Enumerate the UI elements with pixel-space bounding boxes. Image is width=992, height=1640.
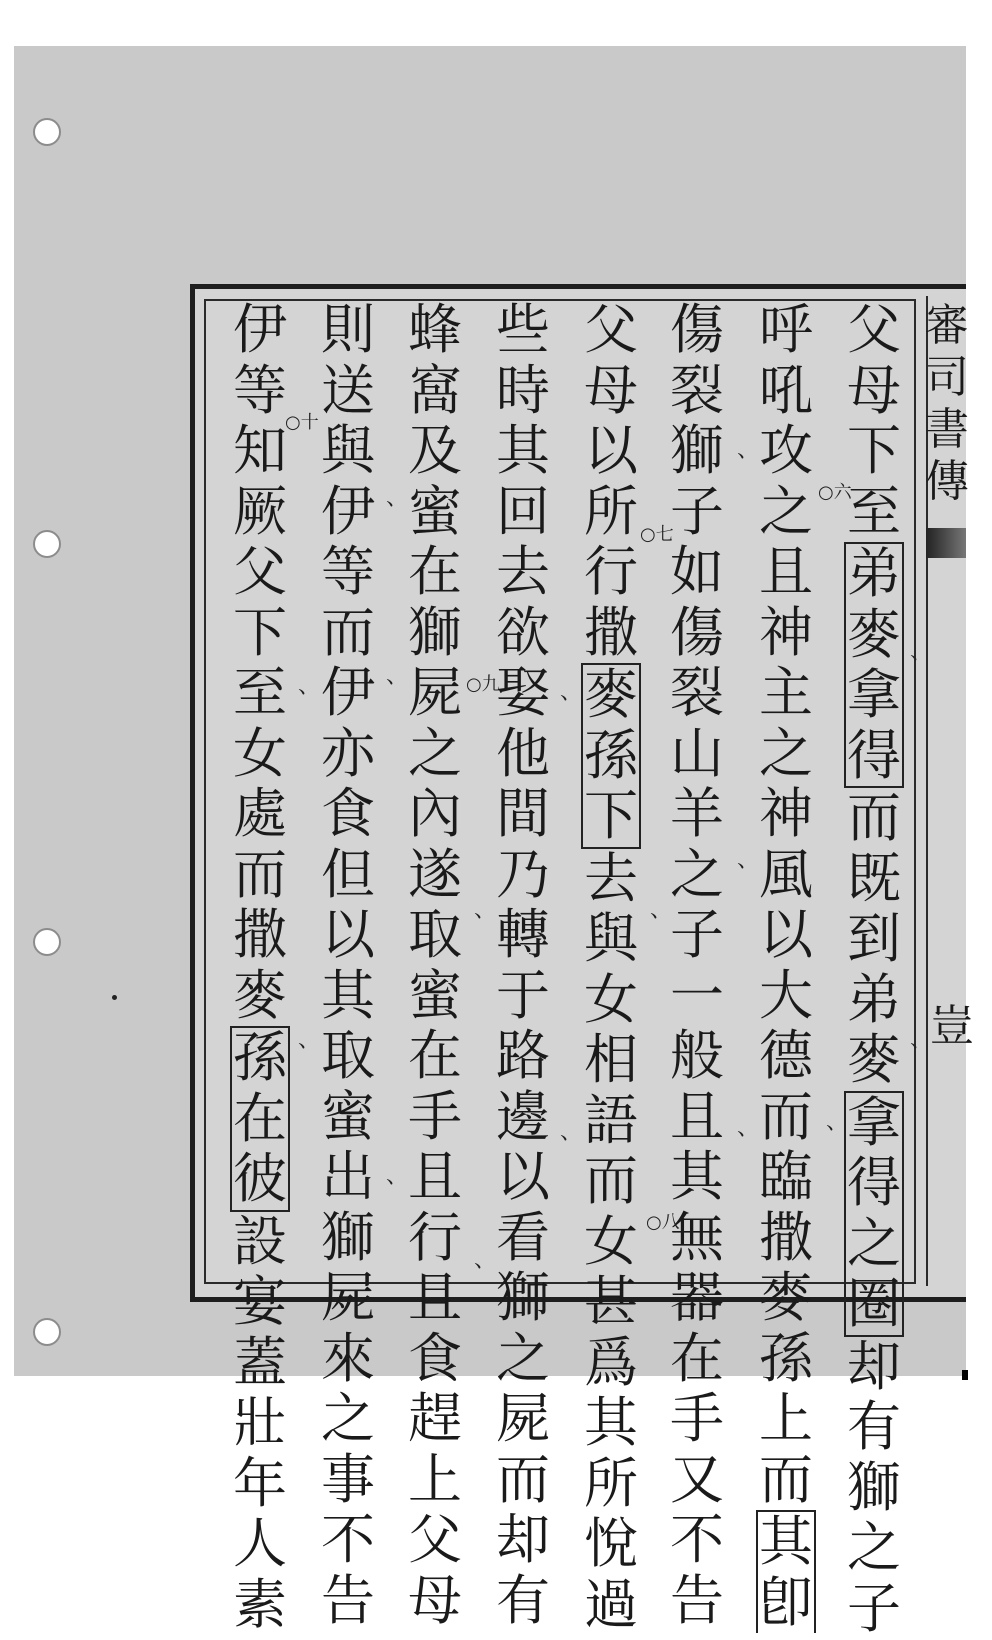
glyph: 孫 bbox=[581, 726, 641, 787]
punctuation-mark: 、 bbox=[386, 1164, 409, 1189]
glyph: 撒 bbox=[233, 903, 287, 966]
glyph: 器 bbox=[670, 1266, 724, 1329]
glyph: 女 bbox=[584, 1209, 638, 1273]
glyph: 父 bbox=[233, 540, 287, 603]
glyph: 轉 bbox=[496, 903, 550, 966]
glyph: 不 bbox=[321, 1508, 375, 1571]
section-note-9: ○九 bbox=[466, 674, 500, 695]
glyph: 既 bbox=[847, 846, 901, 910]
glyph: 蜜 bbox=[408, 963, 462, 1027]
glyph: 子 bbox=[670, 903, 724, 966]
glyph: 且 bbox=[408, 1266, 462, 1329]
glyph: 蜂 bbox=[408, 298, 462, 361]
punctuation-mark: 、 bbox=[737, 438, 760, 463]
glyph: 行 bbox=[584, 540, 638, 603]
glyph: 窩 bbox=[408, 358, 462, 422]
glyph: 彼 bbox=[230, 1149, 290, 1212]
punctuation-mark: 、 bbox=[298, 1028, 321, 1053]
glyph: 娶 bbox=[496, 661, 550, 724]
glyph: 而 bbox=[847, 786, 901, 849]
glyph: 伊 bbox=[321, 479, 375, 543]
glyph: 至 bbox=[233, 661, 287, 724]
text-column-7 bbox=[308, 298, 388, 1632]
glyph: 而 bbox=[321, 600, 375, 664]
glyph: 行 bbox=[408, 1205, 462, 1269]
glyph: 裂 bbox=[670, 661, 724, 724]
glyph: 女 bbox=[584, 967, 638, 1031]
glyph: 亦 bbox=[321, 721, 375, 785]
punch-hole bbox=[33, 118, 61, 146]
glyph: 父 bbox=[847, 298, 901, 361]
glyph: 厥 bbox=[233, 479, 287, 543]
glyph: 撒 bbox=[584, 600, 638, 664]
glyph: 蜜 bbox=[408, 479, 462, 543]
glyph: 女 bbox=[233, 721, 287, 785]
glyph: 山 bbox=[670, 721, 724, 785]
glyph: 却 bbox=[847, 1334, 901, 1398]
punctuation-mark: 、 bbox=[298, 674, 321, 699]
glyph: 子 bbox=[847, 1576, 901, 1640]
glyph: 以 bbox=[759, 903, 813, 966]
glyph: 般 bbox=[670, 1024, 724, 1087]
punctuation-mark: 、 bbox=[650, 898, 673, 923]
glyph: 獅 bbox=[670, 419, 724, 482]
glyph: 宴 bbox=[233, 1270, 287, 1333]
glyph: 手 bbox=[408, 1084, 462, 1148]
right-fragment: 豈 bbox=[930, 1001, 974, 1052]
glyph: 之 bbox=[408, 721, 462, 785]
glyph: 相 bbox=[584, 1028, 638, 1091]
glyph: 壯 bbox=[233, 1391, 287, 1454]
punctuation-mark: 、 bbox=[474, 1248, 497, 1273]
glyph: 之 bbox=[847, 1516, 901, 1579]
glyph: 傷 bbox=[670, 600, 724, 664]
glyph: 且 bbox=[670, 1084, 724, 1148]
glyph: 設 bbox=[233, 1209, 287, 1273]
glyph: 以 bbox=[321, 903, 375, 966]
glyph: 看 bbox=[496, 1205, 550, 1269]
glyph: 臨 bbox=[759, 1145, 813, 1208]
glyph: 趕 bbox=[408, 1387, 462, 1450]
glyph: 上 bbox=[408, 1447, 462, 1511]
glyph: 語 bbox=[584, 1088, 638, 1152]
glyph: 主 bbox=[759, 661, 813, 724]
glyph: 攻 bbox=[759, 419, 813, 482]
punctuation-mark: 、 bbox=[910, 640, 933, 665]
glyph: 有 bbox=[496, 1568, 550, 1632]
glyph: 圈 bbox=[844, 1274, 904, 1337]
scan-margin bbox=[14, 0, 966, 46]
glyph: 伊 bbox=[233, 298, 287, 361]
glyph: 母 bbox=[408, 1568, 462, 1632]
glyph: 裂 bbox=[670, 358, 724, 422]
glyph: 悅 bbox=[584, 1512, 638, 1575]
glyph: 知 bbox=[233, 419, 287, 482]
section-note-7: ○七 bbox=[640, 524, 674, 545]
glyph: 去 bbox=[584, 846, 638, 910]
glyph: 些 bbox=[496, 298, 550, 361]
glyph: 在 bbox=[230, 1089, 290, 1150]
text-column-8 bbox=[220, 298, 300, 1636]
glyph: 伊 bbox=[321, 661, 375, 724]
glyph: 之 bbox=[844, 1214, 904, 1275]
glyph: 有 bbox=[847, 1395, 901, 1458]
glyph: 神 bbox=[759, 600, 813, 664]
glyph: 父 bbox=[408, 1508, 462, 1571]
glyph: 上 bbox=[759, 1387, 813, 1450]
glyph: 屍 bbox=[408, 661, 462, 724]
punctuation-mark: 、 bbox=[474, 898, 497, 923]
punctuation-mark: 、 bbox=[386, 664, 409, 689]
glyph: 孫 bbox=[230, 1026, 290, 1089]
glyph: 又 bbox=[670, 1447, 724, 1511]
section-note-10: ○十 bbox=[285, 412, 319, 433]
glyph: 麥 bbox=[847, 1028, 901, 1091]
glyph: 年 bbox=[233, 1451, 287, 1515]
fish-tail-ornament bbox=[926, 528, 966, 558]
glyph: 處 bbox=[233, 782, 287, 845]
glyph: 撒 bbox=[759, 1205, 813, 1269]
glyph: 弟 bbox=[844, 542, 904, 605]
glyph: 食 bbox=[408, 1326, 462, 1390]
punctuation-mark: 、 bbox=[826, 1110, 849, 1135]
glyph: 羊 bbox=[670, 782, 724, 845]
glyph: 去 bbox=[496, 540, 550, 603]
glyph: 卽 bbox=[756, 1573, 816, 1634]
glyph: 事 bbox=[321, 1447, 375, 1511]
glyph: 却 bbox=[496, 1508, 550, 1571]
glyph: 下 bbox=[233, 600, 287, 664]
glyph: 子 bbox=[670, 479, 724, 543]
glyph: 麥 bbox=[844, 605, 904, 666]
scan-speck bbox=[112, 995, 117, 1000]
glyph: 在 bbox=[670, 1326, 724, 1390]
glyph: 蜜 bbox=[321, 1084, 375, 1148]
glyph: 其 bbox=[584, 1391, 638, 1454]
glyph: 其 bbox=[496, 419, 550, 482]
glyph: 屍 bbox=[321, 1266, 375, 1329]
punctuation-mark: 、 bbox=[737, 848, 760, 873]
glyph: 得 bbox=[844, 726, 904, 789]
glyph: 而 bbox=[584, 1149, 638, 1212]
glyph: 告 bbox=[670, 1568, 724, 1632]
punctuation-mark: 、 bbox=[737, 1116, 760, 1141]
glyph: 弟 bbox=[847, 967, 901, 1031]
glyph: 不 bbox=[670, 1508, 724, 1571]
glyph: 拿 bbox=[844, 1091, 904, 1154]
glyph: 告 bbox=[321, 1568, 375, 1632]
glyph: 爲 bbox=[584, 1330, 638, 1394]
glyph: 風 bbox=[759, 842, 813, 906]
glyph: 如 bbox=[670, 540, 724, 603]
glyph: 吼 bbox=[759, 358, 813, 422]
glyph: 獅 bbox=[408, 600, 462, 664]
glyph: 獅 bbox=[496, 1266, 550, 1329]
glyph: 下 bbox=[581, 786, 641, 849]
glyph: 到 bbox=[847, 907, 901, 970]
glyph: 路 bbox=[496, 1024, 550, 1087]
glyph: 而 bbox=[496, 1447, 550, 1511]
glyph: 其 bbox=[670, 1145, 724, 1208]
glyph: 屍 bbox=[496, 1387, 550, 1450]
glyph: 孫 bbox=[759, 1326, 813, 1390]
glyph: 素 bbox=[233, 1572, 287, 1636]
punch-hole bbox=[33, 1318, 61, 1346]
punctuation-mark: 、 bbox=[560, 680, 583, 705]
glyph: 其 bbox=[321, 963, 375, 1027]
punch-hole bbox=[33, 928, 61, 956]
punctuation-mark: 、 bbox=[910, 1028, 933, 1053]
glyph: 德 bbox=[759, 1024, 813, 1087]
glyph: 麥 bbox=[759, 1266, 813, 1329]
glyph: 拿 bbox=[844, 665, 904, 726]
glyph: 其 bbox=[756, 1510, 816, 1573]
glyph: 乃 bbox=[496, 842, 550, 906]
glyph: 麥 bbox=[581, 663, 641, 726]
glyph: 在 bbox=[408, 1024, 462, 1087]
glyph: 蓋 bbox=[233, 1330, 287, 1394]
glyph: 麥 bbox=[233, 963, 287, 1027]
glyph: 之 bbox=[759, 721, 813, 785]
glyph: 來 bbox=[321, 1326, 375, 1390]
glyph: 及 bbox=[408, 419, 462, 482]
glyph: 送 bbox=[321, 358, 375, 422]
glyph: 母 bbox=[847, 358, 901, 422]
glyph: 父 bbox=[584, 298, 638, 361]
glyph: 取 bbox=[408, 903, 462, 966]
glyph: 傷 bbox=[670, 298, 724, 361]
glyph: 神 bbox=[759, 782, 813, 845]
section-note-8: ○八 bbox=[646, 1212, 680, 1233]
text-column-6 bbox=[395, 298, 475, 1632]
glyph: 且 bbox=[408, 1145, 462, 1208]
glyph: 取 bbox=[321, 1024, 375, 1087]
glyph: 至 bbox=[847, 479, 901, 543]
scan-edge-mark bbox=[962, 1370, 968, 1380]
glyph: 等 bbox=[233, 358, 287, 422]
glyph: 之 bbox=[759, 479, 813, 543]
glyph: 他 bbox=[496, 721, 550, 785]
glyph: 大 bbox=[759, 963, 813, 1027]
glyph: 之 bbox=[496, 1326, 550, 1390]
glyph: 之 bbox=[670, 842, 724, 906]
glyph: 而 bbox=[233, 842, 287, 906]
glyph: 人 bbox=[233, 1512, 287, 1575]
glyph: 于 bbox=[496, 963, 550, 1027]
glyph: 遂 bbox=[408, 842, 462, 906]
glyph: 所 bbox=[584, 1451, 638, 1515]
glyph: 邊 bbox=[496, 1084, 550, 1148]
glyph: 無 bbox=[670, 1205, 724, 1269]
glyph: 而 bbox=[759, 1447, 813, 1511]
glyph: 食 bbox=[321, 782, 375, 845]
glyph: 則 bbox=[321, 298, 375, 361]
glyph: 與 bbox=[584, 907, 638, 970]
glyph: 以 bbox=[584, 419, 638, 482]
glyph: 得 bbox=[844, 1153, 904, 1214]
glyph: 母 bbox=[584, 358, 638, 422]
glyph: 回 bbox=[496, 479, 550, 543]
glyph: 內 bbox=[408, 782, 462, 845]
glyph: 時 bbox=[496, 358, 550, 422]
glyph: 下 bbox=[847, 419, 901, 482]
glyph: 與 bbox=[321, 419, 375, 482]
glyph: 所 bbox=[584, 479, 638, 543]
glyph: 等 bbox=[321, 540, 375, 603]
glyph: 甚 bbox=[584, 1270, 638, 1333]
glyph: 且 bbox=[759, 540, 813, 603]
punctuation-mark: 、 bbox=[560, 1120, 583, 1145]
text-column-4 bbox=[571, 298, 651, 1636]
header-fragment: 審司書傳 bbox=[925, 300, 969, 507]
text-column-3 bbox=[657, 298, 737, 1632]
glyph: 而 bbox=[759, 1084, 813, 1148]
glyph: 以 bbox=[496, 1145, 550, 1208]
glyph: 獅 bbox=[847, 1455, 901, 1519]
glyph: 間 bbox=[496, 782, 550, 845]
punch-hole bbox=[33, 530, 61, 558]
glyph: 在 bbox=[408, 540, 462, 603]
glyph: 手 bbox=[670, 1387, 724, 1450]
glyph: 呼 bbox=[759, 298, 813, 361]
punctuation-mark: 、 bbox=[386, 486, 409, 511]
glyph: 一 bbox=[670, 963, 724, 1027]
glyph: 之 bbox=[321, 1387, 375, 1450]
text-column-5 bbox=[483, 298, 563, 1632]
glyph: 出 bbox=[321, 1145, 375, 1208]
section-note-6: ○六 bbox=[818, 482, 852, 503]
glyph: 欲 bbox=[496, 600, 550, 664]
glyph: 獅 bbox=[321, 1205, 375, 1269]
glyph: 過 bbox=[584, 1572, 638, 1636]
glyph: 但 bbox=[321, 842, 375, 906]
